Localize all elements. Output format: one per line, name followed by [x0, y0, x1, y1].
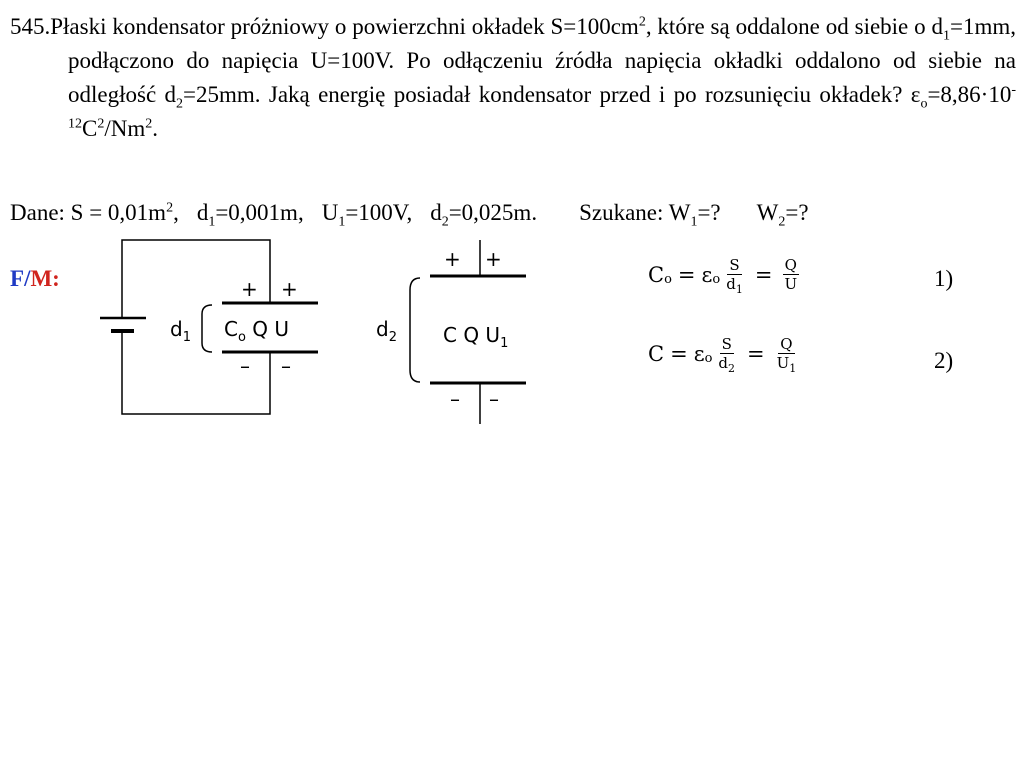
formula-1: C o = ε o $\frac{S}{d_1}$ = $\frac{Q}{U}$	[648, 256, 798, 296]
problem-statement: 545.Płaski kondensator próżniowy o powierzchni okładek $S=100cm^2$, które są oddalone od siebie o $d_1=1mm$, podłączono do napięcia U=100V. Po odłączeniu źródła napięcia okładki oddalono od siebie na odległość $d_2=25mm$. Jaką energię posiadał kondensator przed i po rozsunięciu okładek? $\varepsilon_o=8,86\cdot 10^{-12}C^2/Nm^2$.	[10, 14, 1017, 141]
capacitor-label-1: $C_o$ Q U	[224, 317, 290, 345]
sought-label: Szukane:	[579, 200, 664, 225]
problem-number: 545.	[10, 14, 51, 39]
minus-sign: –	[240, 354, 250, 378]
gap-label-d2: $d_2$	[376, 317, 397, 345]
fraction-q-over-u1: $\frac{Q}{U_1}$	[776, 335, 797, 375]
plus-sign: +	[281, 277, 298, 301]
given-line: Dane: $S = 0,01m^2$, $d_1=0,001m$, $U_1=100V$, $d_2=0,025m$. Szukane: $W_1=$? $W_2=$?	[10, 200, 809, 230]
capacitor-label-2: C Q $U_1$	[443, 323, 509, 351]
plus-sign: +	[485, 247, 502, 271]
fm-label: F/M:	[10, 266, 60, 291]
formula-2: C = ε o $\frac{S}{d_2}$ = $\frac{Q}{U_1}$	[648, 335, 797, 375]
fraction-s-over-d1: $\frac{S}{d_1}$	[726, 256, 743, 296]
plus-sign: +	[241, 277, 258, 301]
minus-sign: –	[450, 387, 460, 411]
equation-number-2: 2)	[934, 348, 954, 373]
plus-sign: +	[444, 247, 461, 271]
minus-sign: –	[281, 354, 291, 378]
given-label: Dane:	[10, 200, 65, 225]
gap-label-d1: $d_1$	[170, 317, 191, 345]
minus-sign: –	[489, 387, 499, 411]
problem-text: Płaski kondensator próżniowy o powierzchni okładek S=100cm	[50, 14, 639, 39]
fraction-q-over-u: $\frac{Q}{U}$	[784, 256, 798, 293]
fraction-s-over-d2: $\frac{S}{d_2}$	[718, 335, 736, 375]
gap-brace-1	[202, 305, 212, 352]
gap-brace-2	[410, 278, 420, 382]
equation-number-1: 1)	[934, 266, 954, 291]
